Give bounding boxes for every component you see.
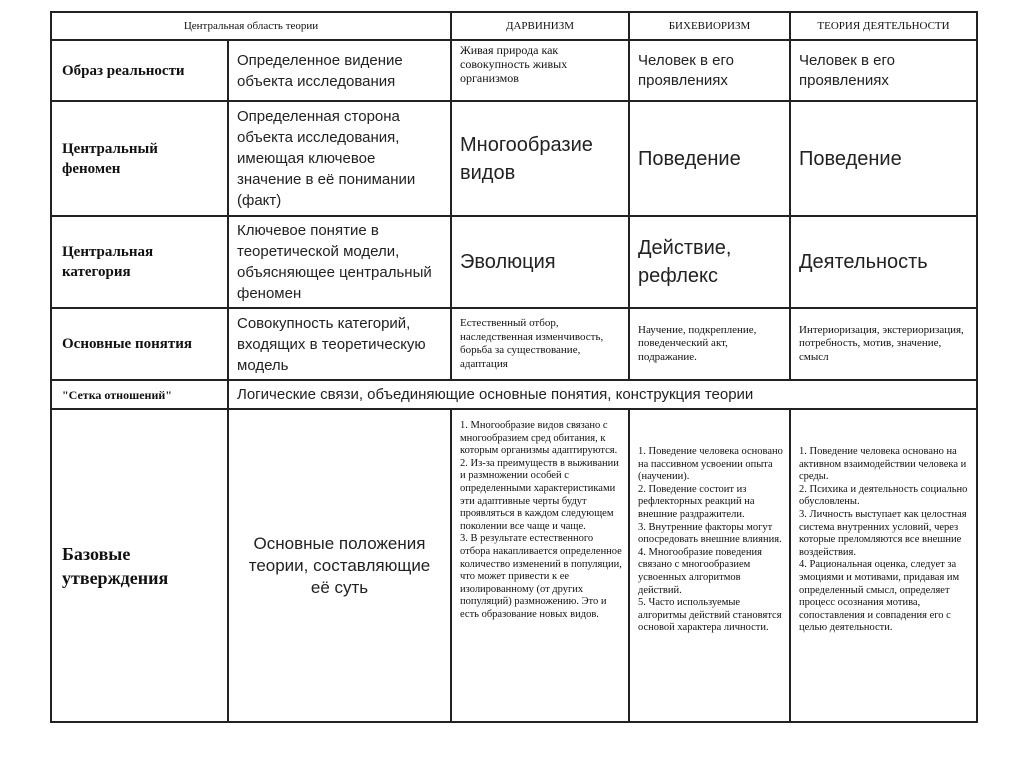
behav-statement-4: 4. Многообразие поведения связано с многообразием усвоенных алгоритмов действий. [638, 546, 762, 596]
row-concepts [51, 308, 977, 380]
row-label-category: Центральная категория [51, 216, 228, 308]
definition-category: Ключевое понятие в теоретической модели, объясняющее центральный феномен [228, 216, 451, 308]
header-activity-theory: ТЕОРИЯ ДЕЯТЕЛЬНОСТИ [790, 12, 977, 40]
row-statements [51, 409, 977, 722]
activity-category: Деятельность [790, 216, 977, 308]
header-darwinism: ДАРВИНИЗМ [451, 12, 629, 40]
darwin-statement-1: 1. Многообразие видов связано с многообразием сред обитания, к которым организмы адаптируются. [460, 420, 618, 457]
row-label-phenomenon: Центральный феномен [51, 101, 228, 216]
header-row [51, 12, 977, 40]
behav-category: Действие, рефлекс [629, 216, 790, 308]
definition-statements: Основные положения теории, составляющие её суть [228, 409, 451, 722]
activity-statement-2: 2. Психика и деятельность социально обусловлены. [799, 483, 968, 508]
behav-statement-3: 3. Внутренние факторы могут опосредовать внешние влияния. [638, 521, 782, 546]
row-phenomenon [51, 101, 977, 216]
behav-phenomenon: Поведение [629, 101, 790, 216]
header-behaviorism: БИХЕВИОРИЗМ [629, 12, 790, 40]
row-label-grid: "Сетка отношений" [51, 380, 228, 409]
behav-statement-2: 2. Поведение состоит из рефлекторных реакций на внешние раздражители. [638, 483, 755, 520]
darwin-concepts: Естественный отбор, наследственная изменчивость, борьба за существование, адаптация [451, 308, 629, 380]
row-label-reality: Образ реальности [51, 40, 228, 101]
header-central-area: Центральная область теории [51, 12, 451, 40]
activity-statement-3: 3. Личность выступает как целостная система внутренних условий, через которые преломляются все внешние воздействия. [799, 508, 967, 558]
behav-statements [629, 409, 790, 722]
activity-reality: Человек в его проявлениях [790, 40, 977, 101]
row-grid [51, 380, 977, 409]
definition-grid: Логические связи, объединяющие основные понятия, конструкция теории [228, 380, 977, 409]
darwin-category: Эволюция [451, 216, 629, 308]
darwin-statement-2: 2. Из-за преимуществ в выживании и размножении особей с определенными характеристиками эти адаптивные черты будут проявляться в каждом следующем поколении все чаще и чаще. [460, 457, 619, 532]
activity-statements [790, 409, 977, 722]
theory-comparison-table [50, 11, 978, 723]
activity-statement-1: 1. Поведение человека основано на активном взаимодействии человека и среды. [799, 446, 967, 483]
behav-statement-5: 5. Часто используемые алгоритмы действий становятся основой характера личности. [638, 597, 782, 634]
behav-reality: Человек в его проявлениях [629, 40, 790, 101]
definition-reality: Определенное видение объекта исследования [228, 40, 451, 101]
behav-concepts: Научение, подкрепление, поведенческий акт, подражание. [629, 308, 790, 380]
row-label-concepts: Основные понятия [51, 308, 228, 380]
darwin-statements [451, 409, 629, 722]
behav-statement-1: 1. Поведение человека основано на пассивном усвоении опыта (научении). [638, 446, 783, 483]
darwin-phenomenon: Многообразие видов [451, 101, 629, 216]
activity-concepts: Интериоризация, экстериоризация, потребность, мотив, значение, смысл [790, 308, 977, 380]
definition-phenomenon: Определенная сторона объекта исследования, имеющая ключевое значение в её понимании (факт) [228, 101, 451, 216]
row-label-statements: Базовые утверждения [51, 409, 228, 722]
activity-phenomenon: Поведение [790, 101, 977, 216]
definition-concepts: Совокупность категорий, входящих в теоретическую модель [228, 308, 451, 380]
darwin-reality: Живая природа как совокупность живых организмов [451, 40, 629, 101]
activity-statement-4: 4. Рациональная оценка, следует за эмоциями и мотивами, придавая им определенный смысл, определяет процесс осознания мотива, сопоставления и совпадения его с целью деятельности. [799, 559, 960, 634]
darwin-statement-3: 3. В результате естественного отбора накапливается определенное количество изменений в популяции, что может привести к ее изолированному (от других популяций) размножению. Это и есть образование новых видов. [460, 533, 622, 620]
row-reality [51, 40, 977, 101]
row-category [51, 216, 977, 308]
